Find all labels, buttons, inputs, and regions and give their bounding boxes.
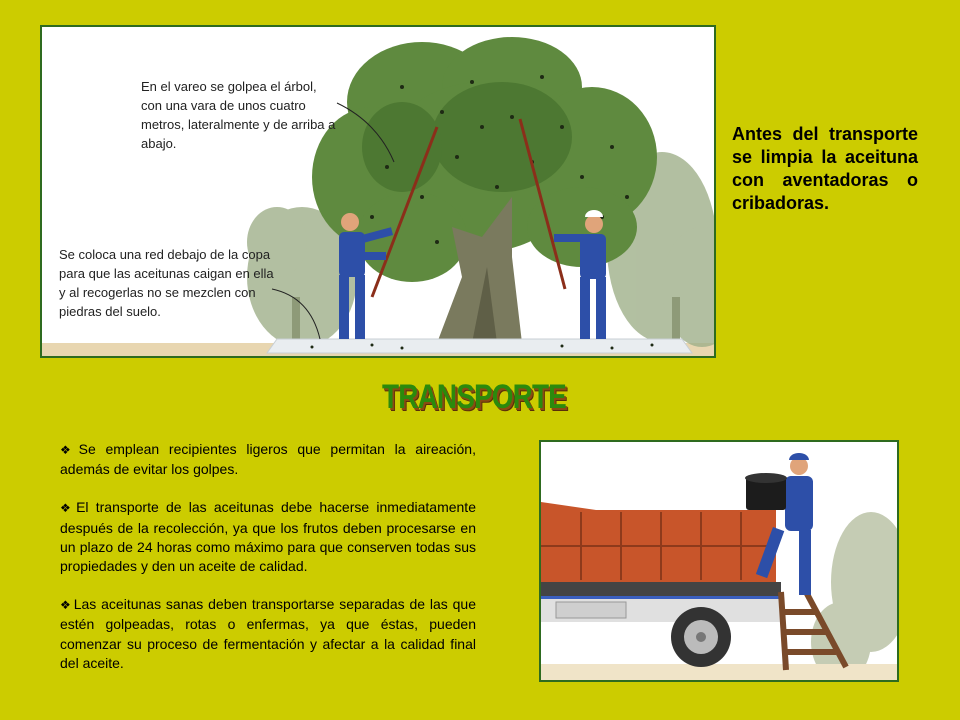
bullet-item xyxy=(60,440,476,479)
transport-bullets xyxy=(60,440,476,692)
caption-vareo: En el vareo se golpea el árbol, con una vara de unos cuatro metros, lateralmente y de arriba a abajo. xyxy=(141,79,336,151)
bullet-item xyxy=(60,595,476,673)
bullet-diamond-icon: ❖ xyxy=(60,598,72,613)
harvest-illustration xyxy=(40,25,716,358)
bullet-text: El transporte de las aceitunas debe hacerse inmediatamente después de la recolección, ya que los frutos deben procesarse en un plazo de 24 horas como máximo para que conserven todas sus propiedades y den un aceite de calidad. xyxy=(60,499,476,575)
bullet-diamond-icon: ❖ xyxy=(60,501,75,516)
cleaning-note: Antes del transporte se limpia la aceituna con aventadoras o cribadoras. xyxy=(732,124,918,213)
page-title: TRANSPORTE xyxy=(382,378,566,416)
truck-illustration xyxy=(539,440,899,682)
bullet-text: Las aceitunas sanas deben transportarse separadas de las que estén golpeadas, rotas o enfermas, ya que éstas, pueden comenzar su proceso de fermentación y afectar a la calidad final del aceite. xyxy=(60,596,476,671)
caption-net: Se coloca una red debajo de la copa para que las aceitunas caigan en ella y al recogerlas no se mezclen con piedras del suelo. xyxy=(59,247,274,319)
bullet-diamond-icon: ❖ xyxy=(60,443,77,457)
bullet-text: Se emplean recipientes ligeros que permitan la aireación, además de evitar los golpes. xyxy=(60,441,476,478)
olive-crate-icon xyxy=(745,473,787,510)
truck-icon xyxy=(541,442,897,680)
bullet-item xyxy=(60,498,476,576)
